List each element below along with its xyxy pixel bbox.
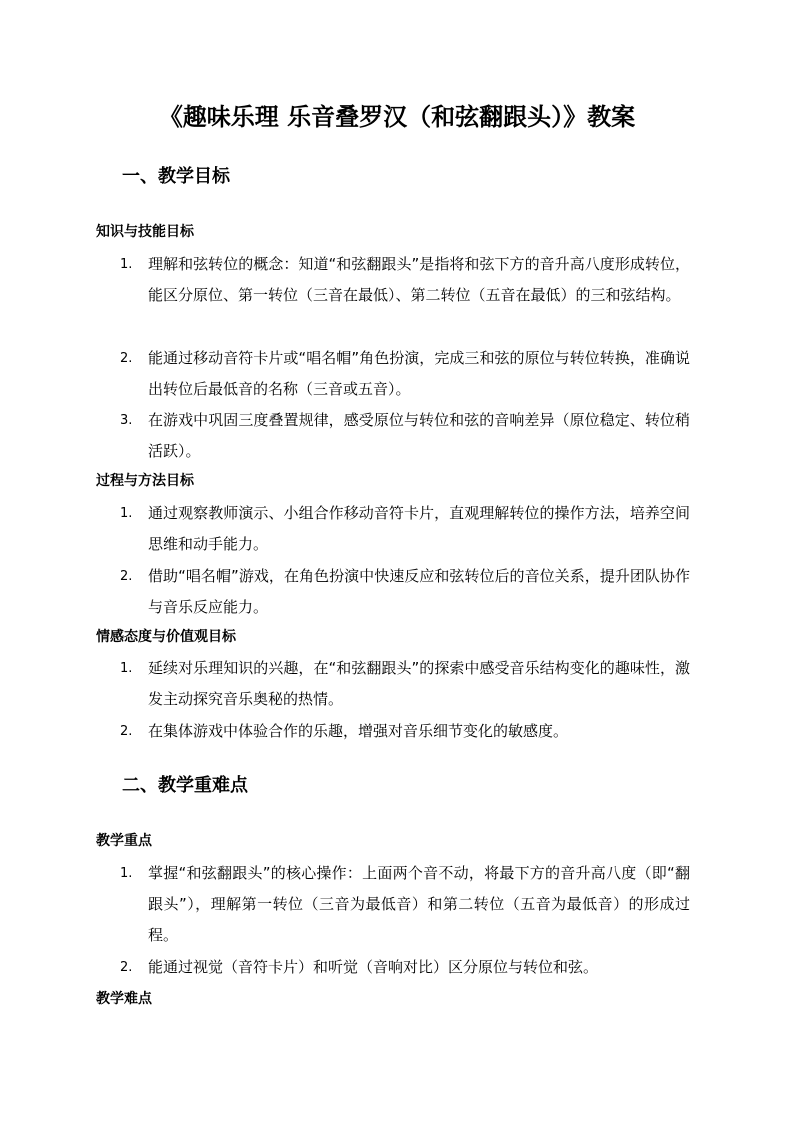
document-title: 《趣味乐理 乐音叠罗汉（和弦翻跟头）》教案 (158, 103, 636, 131)
section-heading-teaching-goals: 一、教学目标 (122, 166, 230, 187)
list-number: 1. (120, 257, 133, 272)
list-item-text: 在游戏中巩固三度叠置规律，感受原位与转位和弦的音响差异（原位稳定、转位稍活跃）。 (148, 411, 690, 460)
list-number: 1. (120, 506, 133, 521)
list-item-text: 能通过视觉（音符卡片）和听觉（音响对比）区分原位与转位和弦。 (148, 958, 599, 976)
list-number: 2. (120, 960, 133, 975)
list-number: 2. (120, 351, 133, 366)
list-item (120, 653, 690, 715)
list-item (120, 561, 690, 623)
list-number: 1. (120, 661, 133, 676)
list-item (120, 858, 690, 951)
list-item (120, 343, 690, 405)
list-number: 2. (120, 724, 133, 739)
list-item (120, 498, 690, 560)
subheading-attitude-values: 情感态度与价值观目标 (96, 629, 236, 645)
list-item (120, 405, 690, 467)
subheading-knowledge-skills: 知识与技能目标 (96, 224, 194, 240)
list-item-text: 延续对乐理知识的兴趣，在“和弦翻跟头”的探索中感受音乐结构变化的趣味性，激发主动探究音乐奥秘的热情。 (148, 659, 690, 708)
list-number: 1. (120, 866, 133, 881)
list-item-text: 通过观察教师演示、小组合作移动音符卡片，直观理解转位的操作方法，培养空间思维和动手能力。 (148, 504, 690, 553)
list-item (120, 716, 690, 747)
subheading-process-method: 过程与方法目标 (96, 473, 194, 489)
list-item (120, 952, 690, 983)
list-item-text: 在集体游戏中体验合作的乐趣，增强对音乐细节变化的敏感度。 (148, 722, 569, 740)
list-item (120, 249, 690, 311)
list-number: 3. (120, 413, 133, 428)
subheading-key-points: 教学重点 (96, 833, 152, 849)
list-item-text: 借助“唱名帽”游戏，在角色扮演中快速反应和弦转位后的音位关系，提升团队协作与音乐反应能力。 (148, 567, 690, 616)
list-item-text: 能通过移动音符卡片或“唱名帽”角色扮演，完成三和弦的原位与转位转换，准确说出转位后最低音的名称（三音或五音）。 (148, 349, 690, 398)
list-item-text: 掌握“和弦翻跟头”的核心操作：上面两个音不动，将最下方的音升高八度（即“翻跟头”），理解第一转位（三音为最低音）和第二转位（五音为最低音）的形成过程。 (148, 864, 690, 944)
section-heading-key-difficult-points: 二、教学重难点 (122, 775, 248, 796)
list-number: 2. (120, 569, 133, 584)
list-item-text: 理解和弦转位的概念：知道“和弦翻跟头”是指将和弦下方的音升高八度形成转位，能区分原位、第一转位（三音在最低）、第二转位（五音在最低）的三和弦结构。 (148, 255, 690, 304)
subheading-difficult-points: 教学难点 (96, 991, 152, 1007)
